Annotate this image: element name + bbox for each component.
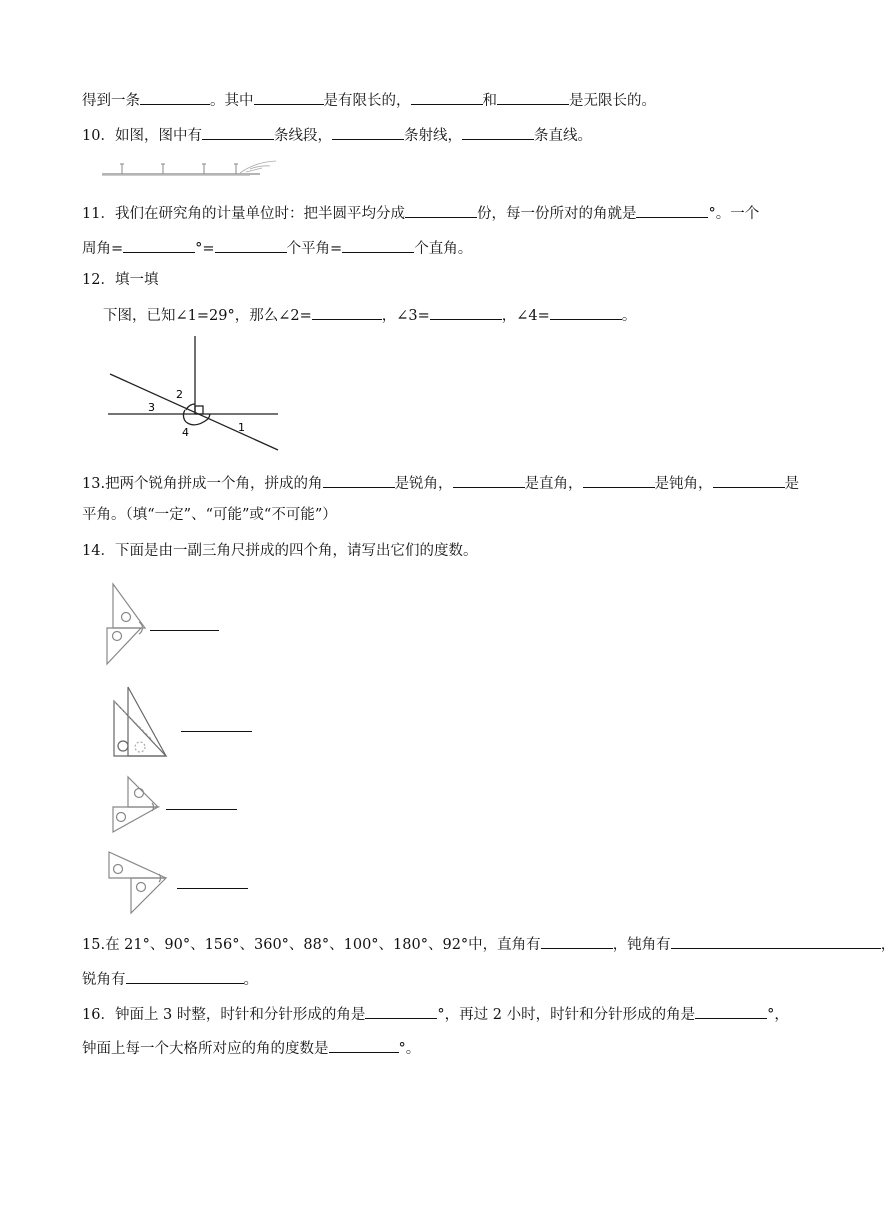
answer-blank[interactable] [202, 124, 274, 140]
q15-text-4: 锐角有 [82, 972, 126, 988]
answer-blank[interactable] [126, 968, 244, 984]
q16-text-2: °，再过 2 小时，时针和分针形成的角是 [437, 1007, 696, 1023]
question-number: 11． [82, 206, 115, 222]
answer-blank[interactable] [215, 237, 287, 253]
q12-text-1: 下图，已知∠1=29°，那么∠2= [103, 308, 312, 324]
answer-blank[interactable] [323, 472, 395, 488]
answer-blank[interactable] [329, 1037, 399, 1053]
q9-text-4: 和 [482, 93, 497, 109]
angle-label-3: 3 [148, 401, 155, 414]
answer-blank[interactable] [332, 124, 404, 140]
q12-heading [82, 270, 158, 290]
answer-blank[interactable] [453, 472, 525, 488]
q15-text-2: ，钝角有 [612, 937, 671, 953]
angle-label-1: 1 [238, 421, 245, 434]
question-number: 12． [82, 272, 115, 288]
q13-text-3: 是直角， [524, 476, 583, 492]
q15-text-3: ， [880, 937, 895, 953]
question-number: 13. [82, 476, 106, 492]
q10-text-2: 条线段， [273, 128, 332, 144]
answer-blank[interactable] [150, 630, 219, 631]
answer-blank[interactable] [636, 202, 708, 218]
q13-text-5: 是 [784, 476, 800, 492]
answer-blank[interactable] [312, 304, 382, 320]
answer-blank[interactable] [254, 89, 324, 105]
q13-line-2 [82, 505, 337, 525]
q10-text-3: 条射线， [403, 128, 462, 144]
q9-line [82, 89, 656, 111]
q13-text-2: 是锐角， [394, 476, 453, 492]
triangle-figure-2 [108, 684, 170, 760]
q9-text-1: 得到一条 [82, 93, 140, 109]
q16-text-3: °， [767, 1007, 789, 1023]
q16-text-5: °。 [398, 1041, 421, 1057]
q10-line [82, 124, 592, 146]
triangle-figure-4 [104, 849, 172, 917]
q15-text-1: 在 21°、90°、156°、360°、88°、100°、180°、92°中，直角有 [105, 937, 541, 953]
q13-text-1: 把两个锐角拼成一个角，拼成的角 [105, 476, 323, 492]
answer-blank[interactable] [166, 809, 237, 810]
q11-text-4: 周角= [82, 241, 124, 257]
question-number: 16． [82, 1007, 115, 1023]
question-number: 15. [82, 937, 106, 953]
q11-line-1 [82, 202, 759, 224]
q13-text-6: 平角。（填“一定”、“可能”或“不可能”） [82, 507, 337, 523]
answer-blank[interactable] [411, 89, 483, 105]
answer-blank[interactable] [430, 304, 502, 320]
answer-blank[interactable] [181, 731, 252, 732]
q16-text-1: 钟面上 3 时整，时针和分针形成的角是 [114, 1007, 366, 1023]
q16-line-1 [82, 1003, 789, 1025]
q15-text-5: 。 [243, 972, 258, 988]
answer-blank[interactable] [123, 237, 195, 253]
q14-line [82, 541, 477, 561]
answer-blank[interactable] [671, 933, 881, 949]
q12-line [103, 304, 636, 326]
answer-blank[interactable] [497, 89, 569, 105]
q9-text-3: 是有限长的， [323, 93, 411, 109]
answer-blank[interactable] [541, 933, 613, 949]
q11-text-1: 我们在研究角的计量单位时：把半圆平均分成 [114, 206, 405, 222]
q12-text-2: ，∠3= [381, 308, 430, 324]
q14-text: 下面是由一副三角尺拼成的四个角，请写出它们的度数。 [114, 543, 478, 559]
answer-blank[interactable] [462, 124, 534, 140]
q11-text-7: 个直角。 [414, 241, 473, 257]
q10-text-1: 如图，图中有 [114, 128, 202, 144]
answer-blank[interactable] [583, 472, 655, 488]
q13-text-4: 是钝角， [654, 476, 713, 492]
q9-text-5: 是无限长的。 [569, 93, 656, 109]
q12-title: 填一填 [114, 272, 159, 288]
answer-blank[interactable] [405, 202, 477, 218]
q10-text-4: 条直线。 [533, 128, 592, 144]
answer-blank[interactable] [342, 237, 414, 253]
q11-text-2: 份，每一份所对的角就是 [476, 206, 637, 222]
question-number: 14． [82, 543, 115, 559]
q15-line-2 [82, 968, 258, 990]
answer-blank[interactable] [695, 1003, 767, 1019]
q15-line-1 [82, 933, 895, 955]
q9-text-2: 。其中 [210, 93, 254, 109]
q11-line-2 [82, 237, 472, 259]
line-segment-figure [100, 156, 280, 182]
answer-blank[interactable] [177, 888, 248, 889]
q16-line-2 [82, 1037, 420, 1059]
question-number: 10． [82, 128, 115, 144]
q11-text-6: 个平角= [286, 241, 343, 257]
angle-figure [100, 332, 285, 457]
q12-text-3: ，∠4= [501, 308, 550, 324]
triangle-figure-3 [108, 774, 164, 836]
triangle-figure-1 [104, 580, 154, 668]
q16-text-4: 钟面上每一个大格所对应的角的度数是 [82, 1041, 329, 1057]
q11-text-5: °= [195, 241, 215, 257]
angle-label-4: 4 [182, 426, 189, 439]
answer-blank[interactable] [140, 89, 210, 105]
q11-text-3: °。一个 [708, 206, 760, 222]
answer-blank[interactable] [713, 472, 785, 488]
q12-text-4: 。 [621, 308, 637, 324]
answer-blank[interactable] [365, 1003, 437, 1019]
angle-label-2: 2 [176, 388, 183, 401]
answer-blank[interactable] [550, 304, 622, 320]
q13-line-1 [82, 472, 799, 494]
